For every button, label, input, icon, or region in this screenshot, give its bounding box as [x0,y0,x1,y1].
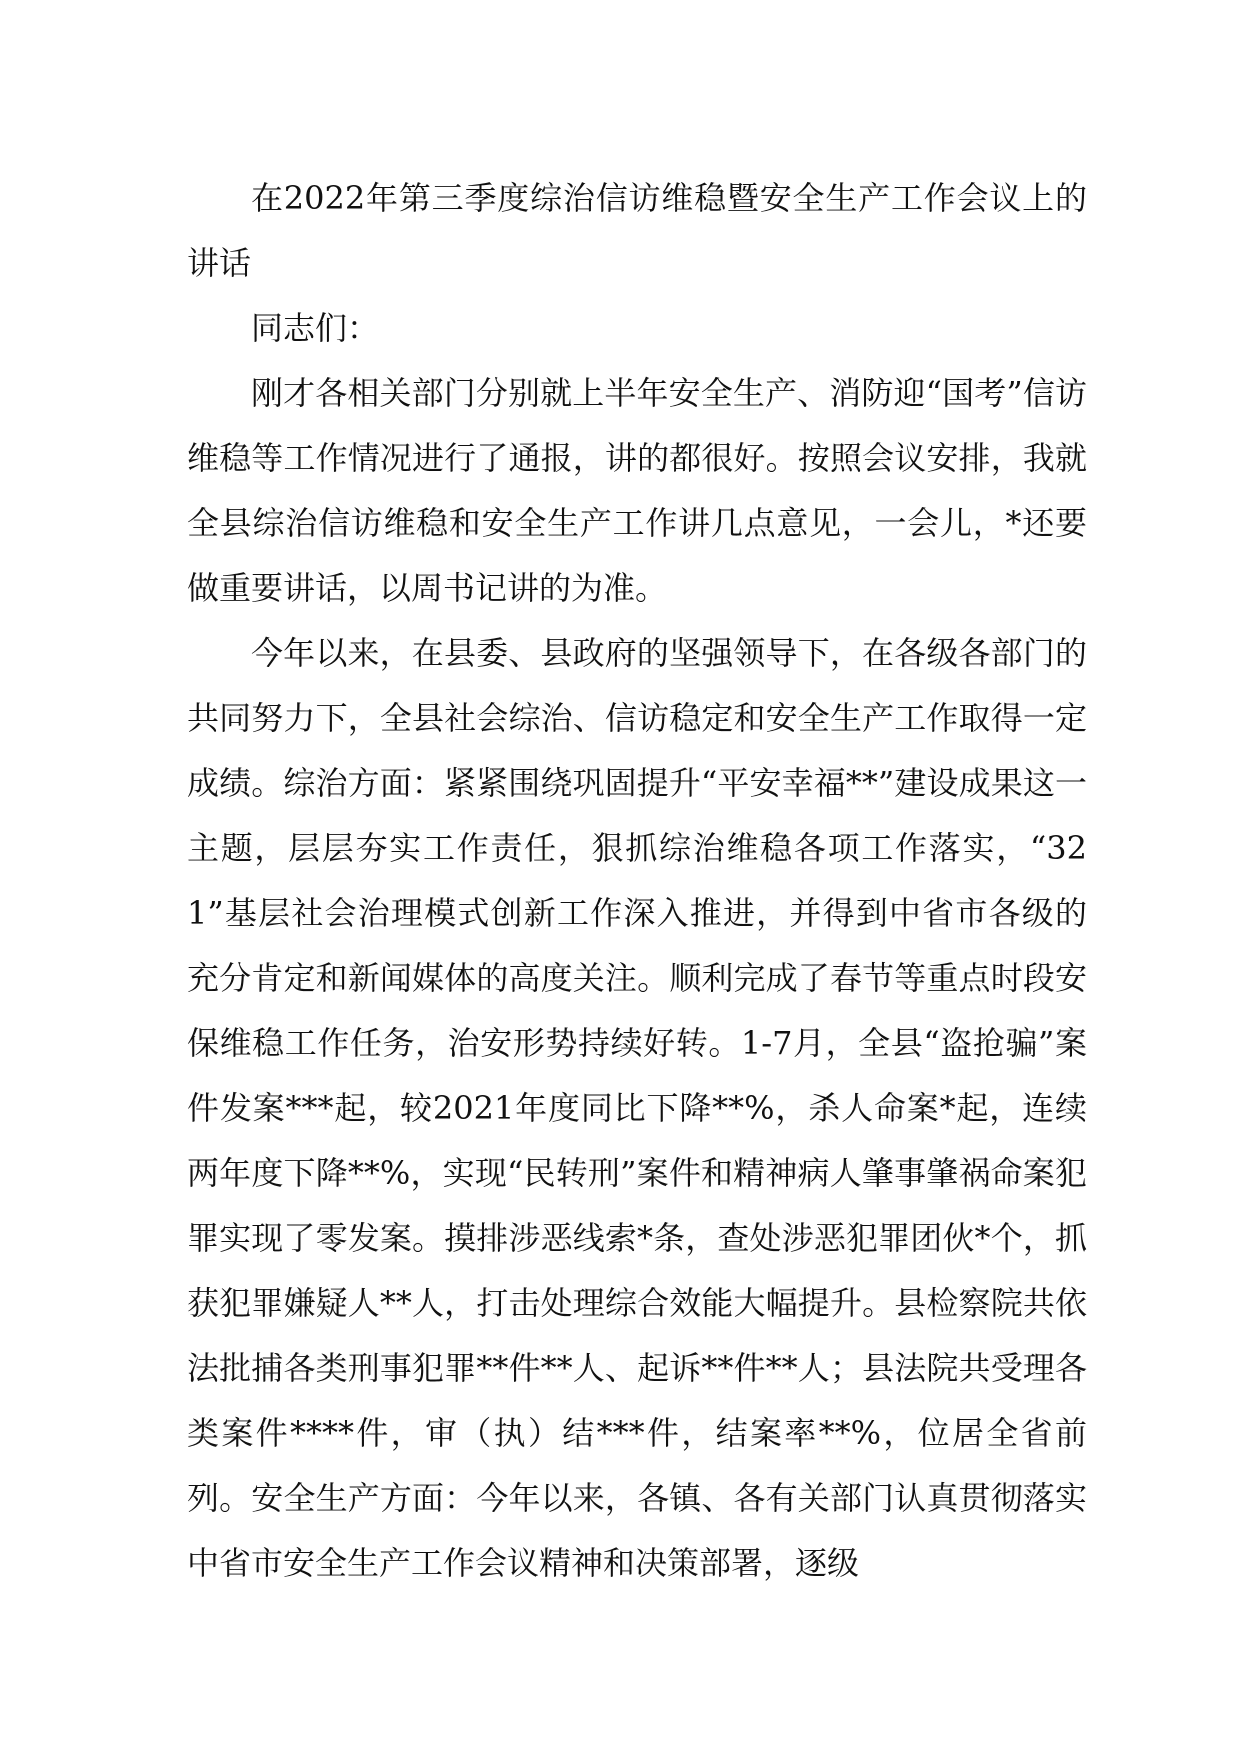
document-title: 在2022年第三季度综治信访维稳暨安全生产工作会议上的讲话 [187,179,1087,282]
paragraph-2: 今年以来，在县委、县政府的坚强领导下，在各级各部门的共同努力下，全县社会综治、信访稳定和安全生产工作取得一定成绩。综治方面：紧紧围绕巩固提升“平安幸福**”建设成果这一主题，层层夯实工作责任，狠抓综治维稳各项工作落实，“321”基层社会治理模式创新工作深入推进，并得到中省市各级的充分肯定和新闻媒体的高度关注。顺利完成了春节等重点时段安保维稳工作任务，治安形势持续好转。1-7月，全县“盗抢骗”案件发案***起，较2021年度同比下降**%，杀人命案*起，连续两年度下降**%，实现“民转刑”案件和精神病人肇事肇祸命案犯罪实现了零发案。摸排涉恶线索*条，查处涉恶犯罪团伙*个，抓获犯罪嫌疑人**人，打击处理综合效能大幅提升。县检察院共依法批捕各类刑事犯罪**件**人、起诉**件**人；县法院共受理各类案件****件，审（执）结***件，结案率**%，位居全省前列。安全生产方面：今年以来，各镇、各有关部门认真贯彻落实中省市安全生产工作会议精神和决策部署，逐级 [187,634,1087,1582]
paragraph-1: 刚才各相关部门分别就上半年安全生产、消防迎“国考”信访维稳等工作情况进行了通报，讲的都很好。按照会议安排，我就全县综治信访维稳和安全生产工作讲几点意见，一会儿，*还要做重要讲话，以周书记讲的为准。 [187,374,1087,607]
document-body [187,166,1087,1596]
salutation: 同志们： [251,309,380,347]
